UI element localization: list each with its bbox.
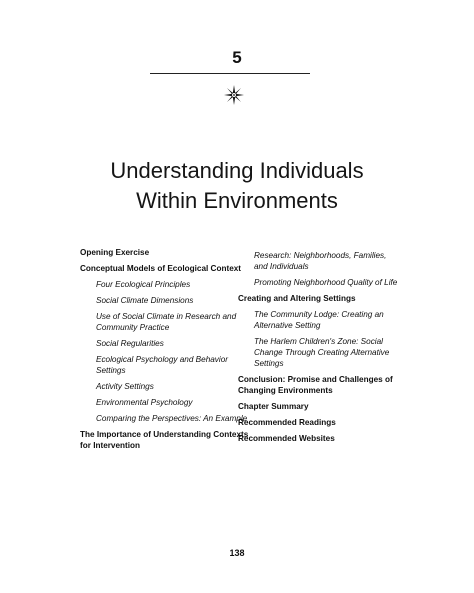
toc-subitem: The Harlem Children's Zone: Social Change Through Creating Alternative Settings xyxy=(254,337,390,368)
chapter-title-line-2: Within Environments xyxy=(136,187,338,213)
toc-subitem: Activity Settings xyxy=(96,382,154,391)
toc-subitem: Ecological Psychology and Behavior Settings xyxy=(96,355,228,375)
toc-item: The Importance of Understanding Contexts for Intervention xyxy=(80,430,249,450)
chapter-number: 5 xyxy=(232,48,242,67)
toc-item: Chapter Summary xyxy=(238,402,309,411)
toc-subitem: The Community Lodge: Creating an Alternative Setting xyxy=(254,310,384,330)
toc-item: Conclusion: Promise and Challenges of Changing Environments xyxy=(238,375,393,395)
chapter-title-line-1: Understanding Individuals xyxy=(110,157,364,183)
chapter-title xyxy=(0,156,474,216)
toc-subitem: Social Climate Dimensions xyxy=(96,296,194,305)
toc-item: Recommended Readings xyxy=(238,418,336,427)
divider-rule xyxy=(150,73,310,74)
toc-item: Opening Exercise xyxy=(80,248,150,257)
toc-item: Creating and Altering Settings xyxy=(238,294,356,303)
toc-left-column xyxy=(80,247,250,456)
toc-subitem: Social Regularities xyxy=(96,339,164,348)
toc-subitem: Use of Social Climate in Research and Community Practice xyxy=(96,312,237,332)
toc-subitem: Promoting Neighborhood Quality of Life xyxy=(254,278,398,287)
toc-right-column xyxy=(238,250,398,449)
toc-subitem: Comparing the Perspectives: An Example xyxy=(96,414,248,423)
toc-item: Recommended Websites xyxy=(238,434,335,443)
toc-subitem: Four Ecological Principles xyxy=(96,280,191,289)
toc-subitem: Research: Neighborhoods, Families, and Individuals xyxy=(254,251,387,271)
toc-subitem: Environmental Psychology xyxy=(96,398,193,407)
compass-star-ornament-icon xyxy=(223,84,245,106)
toc-item: Conceptual Models of Ecological Context xyxy=(80,264,242,273)
page-number: 138 xyxy=(229,548,245,558)
